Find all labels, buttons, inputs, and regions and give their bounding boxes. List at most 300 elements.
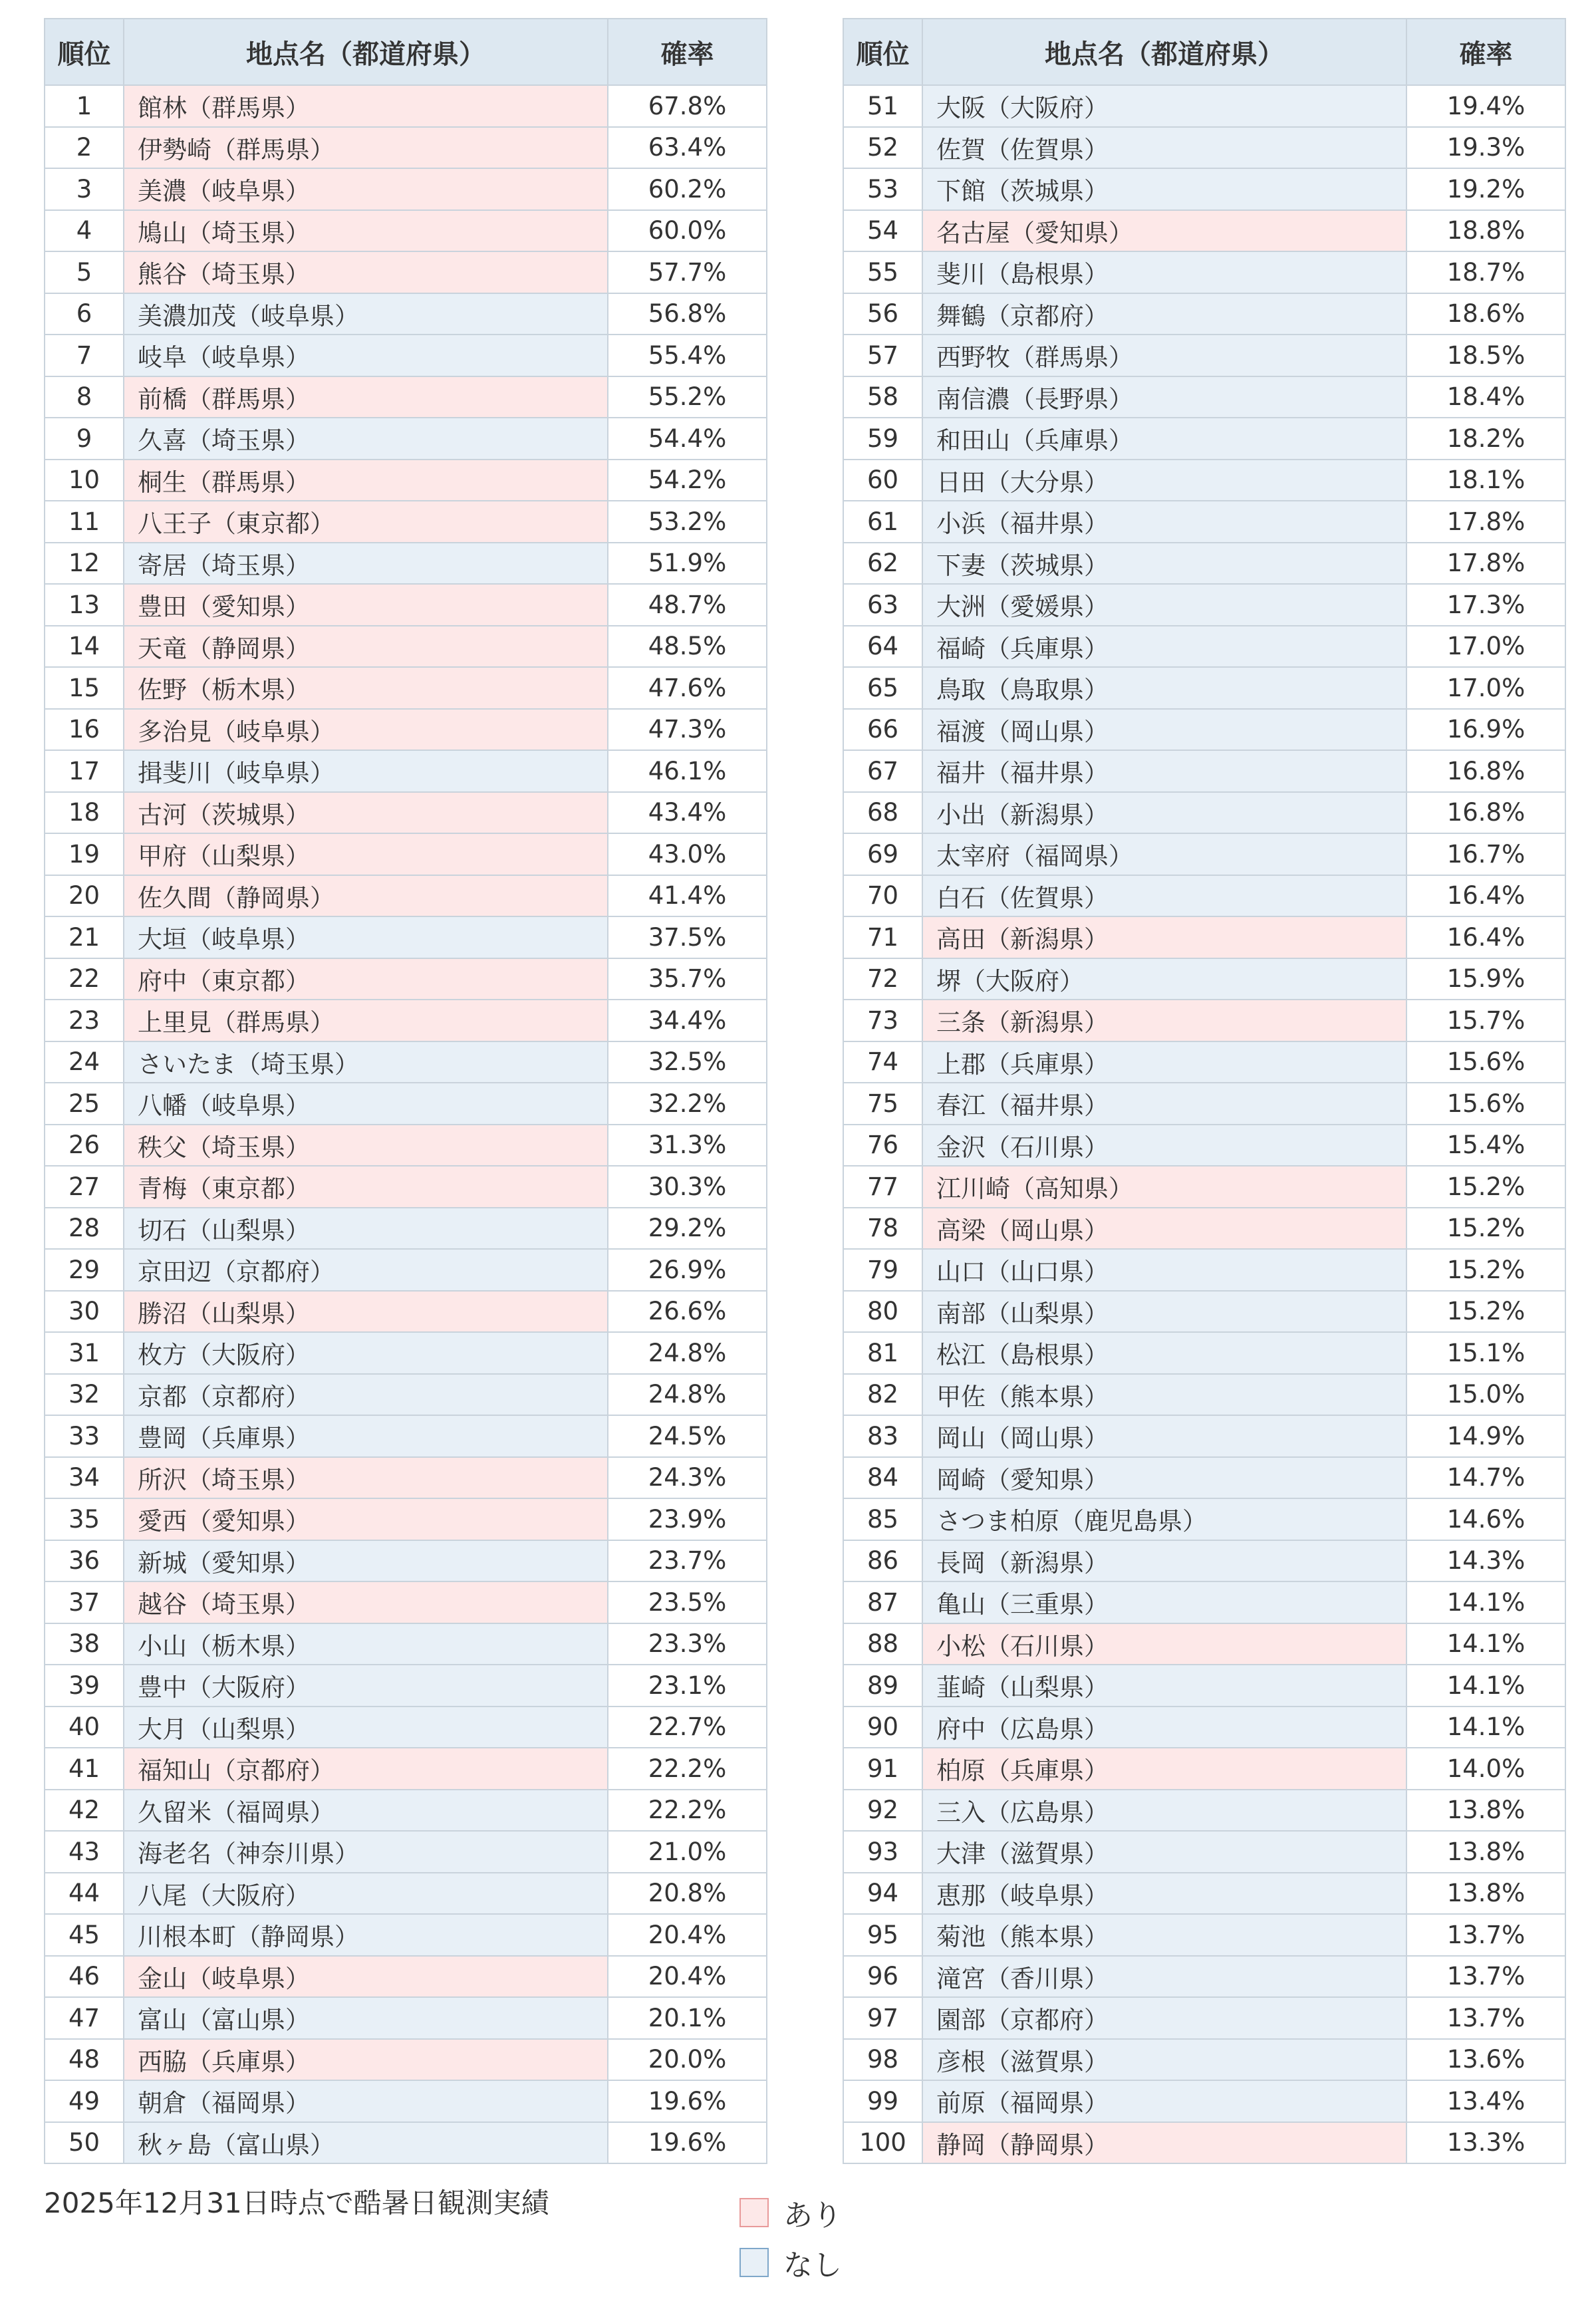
table-row	[45, 750, 767, 792]
table-row	[45, 460, 767, 501]
probability-cell: 24.3%	[608, 1457, 767, 1499]
rank-cell: 25	[45, 1083, 124, 1125]
location-cell: 西脇（兵庫県）	[124, 2039, 608, 2081]
probability-cell: 18.2%	[1406, 418, 1565, 460]
rank-cell: 69	[843, 833, 922, 875]
probability-cell: 55.4%	[608, 335, 767, 376]
probability-cell: 41.4%	[608, 875, 767, 917]
probability-cell: 13.8%	[1406, 1831, 1565, 1873]
location-cell: 大津（滋賀県）	[922, 1831, 1406, 1873]
location-cell: 八尾（大阪府）	[124, 1873, 608, 1915]
rank-cell: 16	[45, 709, 124, 751]
table-row	[843, 1041, 1565, 1083]
probability-cell: 13.4%	[1406, 2080, 1565, 2122]
probability-cell: 18.7%	[1406, 251, 1565, 293]
location-cell: 大月（山梨県）	[124, 1707, 608, 1748]
rank-cell: 95	[843, 1914, 922, 1956]
table-row	[45, 1374, 767, 1416]
table-row	[45, 127, 767, 169]
rank-cell: 15	[45, 667, 124, 709]
rank-cell: 86	[843, 1540, 922, 1582]
probability-cell: 15.4%	[1406, 1125, 1565, 1166]
location-cell: 八幡（岐阜県）	[124, 1083, 608, 1125]
probability-cell: 22.7%	[608, 1707, 767, 1748]
table-row	[45, 1707, 767, 1748]
location-cell: 秋ヶ島（富山県）	[124, 2122, 608, 2164]
rank-cell: 20	[45, 875, 124, 917]
rank-cell: 60	[843, 460, 922, 501]
table-row	[843, 85, 1565, 127]
table-row	[45, 667, 767, 709]
legend-item-ari	[739, 2191, 842, 2234]
rank-cell: 47	[45, 1997, 124, 2039]
probability-cell: 60.0%	[608, 210, 767, 252]
table-row	[45, 1831, 767, 1873]
table-row	[843, 1665, 1565, 1707]
rank-cell: 98	[843, 2039, 922, 2081]
table-row	[843, 1166, 1565, 1208]
ranking-table-right	[843, 18, 1566, 2164]
probability-cell: 30.3%	[608, 1166, 767, 1208]
table-row	[843, 1374, 1565, 1416]
table-row	[45, 1997, 767, 2039]
rank-cell: 12	[45, 543, 124, 585]
location-cell: 名古屋（愛知県）	[922, 210, 1406, 252]
rank-cell: 92	[843, 1790, 922, 1832]
table-row	[843, 1415, 1565, 1457]
table-row	[45, 958, 767, 1000]
rank-cell: 40	[45, 1707, 124, 1748]
probability-cell: 20.4%	[608, 1956, 767, 1998]
table-row	[843, 293, 1565, 335]
location-cell: さいたま（埼玉県）	[124, 1041, 608, 1083]
table-row	[45, 916, 767, 958]
probability-cell: 23.1%	[608, 1665, 767, 1707]
probability-cell: 13.7%	[1406, 1914, 1565, 1956]
rank-cell: 28	[45, 1208, 124, 1250]
table-row	[843, 460, 1565, 501]
rank-cell: 70	[843, 875, 922, 917]
probability-cell: 15.1%	[1406, 1332, 1565, 1374]
table-row	[843, 792, 1565, 834]
location-cell: 天竜（静岡県）	[124, 626, 608, 668]
table-row	[843, 543, 1565, 585]
table-row	[45, 709, 767, 751]
location-cell: 府中（東京都）	[124, 958, 608, 1000]
probability-cell: 67.8%	[608, 85, 767, 127]
rank-cell: 53	[843, 168, 922, 210]
location-cell: 豊田（愛知県）	[124, 584, 608, 626]
rank-cell: 84	[843, 1457, 922, 1499]
probability-cell: 15.2%	[1406, 1166, 1565, 1208]
table-row	[45, 1623, 767, 1665]
location-cell: 岡山（岡山県）	[922, 1415, 1406, 1457]
table-row	[843, 1790, 1565, 1832]
rank-cell: 42	[45, 1790, 124, 1832]
location-cell: 豊中（大阪府）	[124, 1665, 608, 1707]
legend-swatch-ari	[739, 2198, 769, 2227]
legend-label-nashi: なし	[783, 2249, 842, 2282]
rank-cell: 23	[45, 1000, 124, 1041]
table-row	[843, 1581, 1565, 1623]
table-header-row	[843, 19, 1565, 85]
probability-cell: 21.0%	[608, 1831, 767, 1873]
location-cell: 秩父（埼玉県）	[124, 1125, 608, 1166]
location-cell: 彦根（滋賀県）	[922, 2039, 1406, 2081]
table-row	[45, 792, 767, 834]
table-row	[45, 1000, 767, 1041]
table-row	[843, 2080, 1565, 2122]
location-cell: 太宰府（福岡県）	[922, 833, 1406, 875]
location-cell: 小出（新潟県）	[922, 792, 1406, 834]
table-row	[45, 833, 767, 875]
rank-cell: 97	[843, 1997, 922, 2039]
legend-item-nashi	[739, 2241, 842, 2284]
probability-cell: 43.4%	[608, 792, 767, 834]
rank-cell: 99	[843, 2080, 922, 2122]
probability-cell: 18.5%	[1406, 335, 1565, 376]
probability-cell: 34.4%	[608, 1000, 767, 1041]
probability-cell: 29.2%	[608, 1208, 767, 1250]
location-cell: 福井（福井県）	[922, 750, 1406, 792]
table-row	[45, 376, 767, 418]
table-row	[843, 2122, 1565, 2164]
table-row	[843, 1291, 1565, 1333]
rank-cell: 54	[843, 210, 922, 252]
location-cell: 揖斐川（岐阜県）	[124, 750, 608, 792]
table-row	[843, 1623, 1565, 1665]
table-row	[843, 418, 1565, 460]
probability-cell: 23.5%	[608, 1581, 767, 1623]
probability-cell: 15.2%	[1406, 1291, 1565, 1333]
table-row	[45, 1166, 767, 1208]
probability-cell: 15.6%	[1406, 1083, 1565, 1125]
location-cell: 越谷（埼玉県）	[124, 1581, 608, 1623]
rank-cell: 64	[843, 626, 922, 668]
table-row	[45, 335, 767, 376]
location-cell: 甲府（山梨県）	[124, 833, 608, 875]
rank-cell: 44	[45, 1873, 124, 1915]
table-row	[45, 543, 767, 585]
header-name: 地点名（都道府県）	[124, 19, 608, 85]
rank-cell: 43	[45, 1831, 124, 1873]
location-cell: 白石（佐賀県）	[922, 875, 1406, 917]
table-row	[45, 626, 767, 668]
rank-cell: 80	[843, 1291, 922, 1333]
probability-cell: 16.4%	[1406, 875, 1565, 917]
location-cell: 佐賀（佐賀県）	[922, 127, 1406, 169]
rank-cell: 61	[843, 501, 922, 543]
table-row	[843, 875, 1565, 917]
rank-cell: 13	[45, 584, 124, 626]
rank-cell: 36	[45, 1540, 124, 1582]
probability-cell: 46.1%	[608, 750, 767, 792]
location-cell: 高田（新潟県）	[922, 916, 1406, 958]
table-row	[843, 1457, 1565, 1499]
location-cell: 静岡（静岡県）	[922, 2122, 1406, 2164]
probability-cell: 20.4%	[608, 1914, 767, 1956]
probability-cell: 20.8%	[608, 1873, 767, 1915]
rank-cell: 55	[843, 251, 922, 293]
rank-cell: 35	[45, 1498, 124, 1540]
rank-cell: 7	[45, 335, 124, 376]
table-row	[843, 1540, 1565, 1582]
probability-cell: 17.0%	[1406, 626, 1565, 668]
rank-cell: 62	[843, 543, 922, 585]
table-row	[45, 1332, 767, 1374]
rank-cell: 71	[843, 916, 922, 958]
location-cell: 久留米（福岡県）	[124, 1790, 608, 1832]
location-cell: 切石（山梨県）	[124, 1208, 608, 1250]
probability-cell: 23.9%	[608, 1498, 767, 1540]
rank-cell: 3	[45, 168, 124, 210]
location-cell: 美濃（岐阜県）	[124, 168, 608, 210]
table-row	[45, 584, 767, 626]
rank-cell: 76	[843, 1125, 922, 1166]
probability-cell: 17.0%	[1406, 667, 1565, 709]
table-row	[843, 127, 1565, 169]
rank-cell: 96	[843, 1956, 922, 1998]
rank-cell: 91	[843, 1748, 922, 1790]
rank-cell: 8	[45, 376, 124, 418]
rank-cell: 77	[843, 1166, 922, 1208]
location-cell: 園部（京都府）	[922, 1997, 1406, 2039]
probability-cell: 14.0%	[1406, 1748, 1565, 1790]
rank-cell: 93	[843, 1831, 922, 1873]
table-row	[843, 1208, 1565, 1250]
location-cell: 岐阜（岐阜県）	[124, 335, 608, 376]
location-cell: 上里見（群馬県）	[124, 1000, 608, 1041]
table-row	[45, 1083, 767, 1125]
table-row	[45, 1914, 767, 1956]
rank-cell: 57	[843, 335, 922, 376]
table-row	[843, 251, 1565, 293]
table-row	[843, 1914, 1565, 1956]
location-cell: 江川崎（高知県）	[922, 1166, 1406, 1208]
table-row	[843, 1332, 1565, 1374]
location-cell: 甲佐（熊本県）	[922, 1374, 1406, 1416]
location-cell: 海老名（神奈川県）	[124, 1831, 608, 1873]
rank-cell: 67	[843, 750, 922, 792]
location-cell: 京都（京都府）	[124, 1374, 608, 1416]
rank-cell: 32	[45, 1374, 124, 1416]
rank-cell: 1	[45, 85, 124, 127]
table-row	[45, 418, 767, 460]
probability-cell: 13.7%	[1406, 1956, 1565, 1998]
probability-cell: 18.4%	[1406, 376, 1565, 418]
table-row	[45, 1748, 767, 1790]
table-row	[45, 875, 767, 917]
header-rank: 順位	[45, 19, 124, 85]
rank-cell: 85	[843, 1498, 922, 1540]
location-cell: 新城（愛知県）	[124, 1540, 608, 1582]
rank-cell: 10	[45, 460, 124, 501]
rank-cell: 81	[843, 1332, 922, 1374]
probability-cell: 19.4%	[1406, 85, 1565, 127]
table-row	[45, 210, 767, 252]
table-row	[843, 501, 1565, 543]
probability-cell: 20.0%	[608, 2039, 767, 2081]
header-rank: 順位	[843, 19, 922, 85]
location-cell: 長岡（新潟県）	[922, 1540, 1406, 1582]
probability-cell: 23.7%	[608, 1540, 767, 1582]
table-row	[45, 251, 767, 293]
probability-cell: 16.9%	[1406, 709, 1565, 751]
location-cell: 府中（広島県）	[922, 1707, 1406, 1748]
probability-cell: 18.8%	[1406, 210, 1565, 252]
location-cell: 日田（大分県）	[922, 460, 1406, 501]
rank-cell: 73	[843, 1000, 922, 1041]
rank-cell: 52	[843, 127, 922, 169]
table-row	[843, 1873, 1565, 1915]
rank-cell: 18	[45, 792, 124, 834]
location-cell: 多治見（岐阜県）	[124, 709, 608, 751]
location-cell: 豊岡（兵庫県）	[124, 1415, 608, 1457]
probability-cell: 26.9%	[608, 1249, 767, 1291]
table-row	[843, 376, 1565, 418]
table-row	[843, 1997, 1565, 2039]
rank-cell: 94	[843, 1873, 922, 1915]
probability-cell: 37.5%	[608, 916, 767, 958]
probability-cell: 13.6%	[1406, 2039, 1565, 2081]
probability-cell: 43.0%	[608, 833, 767, 875]
location-cell: 岡崎（愛知県）	[922, 1457, 1406, 1499]
probability-cell: 22.2%	[608, 1790, 767, 1832]
rank-cell: 89	[843, 1665, 922, 1707]
location-cell: 大垣（岐阜県）	[124, 916, 608, 958]
location-cell: 和田山（兵庫県）	[922, 418, 1406, 460]
rank-cell: 33	[45, 1415, 124, 1457]
location-cell: 寄居（埼玉県）	[124, 543, 608, 585]
probability-cell: 17.8%	[1406, 543, 1565, 585]
location-cell: 金沢（石川県）	[922, 1125, 1406, 1166]
table-row	[45, 2080, 767, 2122]
location-cell: 館林（群馬県）	[124, 85, 608, 127]
probability-cell: 14.1%	[1406, 1623, 1565, 1665]
rank-cell: 48	[45, 2039, 124, 2081]
rank-cell: 50	[45, 2122, 124, 2164]
table-row	[843, 1249, 1565, 1291]
probability-cell: 14.9%	[1406, 1415, 1565, 1457]
probability-cell: 23.3%	[608, 1623, 767, 1665]
probability-cell: 60.2%	[608, 168, 767, 210]
table-row	[843, 1125, 1565, 1166]
probability-cell: 16.4%	[1406, 916, 1565, 958]
rank-cell: 45	[45, 1914, 124, 1956]
location-cell: 滝宮（香川県）	[922, 1956, 1406, 1998]
table-row	[45, 501, 767, 543]
rank-cell: 17	[45, 750, 124, 792]
table-row	[843, 1707, 1565, 1748]
rank-cell: 75	[843, 1083, 922, 1125]
rank-cell: 72	[843, 958, 922, 1000]
location-cell: 伊勢崎（群馬県）	[124, 127, 608, 169]
ranking-table-left	[44, 18, 767, 2164]
rank-cell: 6	[45, 293, 124, 335]
rank-cell: 29	[45, 1249, 124, 1291]
probability-cell: 32.2%	[608, 1083, 767, 1125]
location-cell: 三入（広島県）	[922, 1790, 1406, 1832]
probability-cell: 16.7%	[1406, 833, 1565, 875]
location-cell: 青梅（東京都）	[124, 1166, 608, 1208]
probability-cell: 53.2%	[608, 501, 767, 543]
location-cell: 福渡（岡山県）	[922, 709, 1406, 751]
header-prob: 確率	[608, 19, 767, 85]
probability-cell: 16.8%	[1406, 792, 1565, 834]
rank-cell: 46	[45, 1956, 124, 1998]
rank-cell: 26	[45, 1125, 124, 1166]
rank-cell: 49	[45, 2080, 124, 2122]
rank-cell: 34	[45, 1457, 124, 1499]
probability-cell: 55.2%	[608, 376, 767, 418]
rank-cell: 59	[843, 418, 922, 460]
rank-cell: 68	[843, 792, 922, 834]
rank-cell: 30	[45, 1291, 124, 1333]
probability-cell: 56.8%	[608, 293, 767, 335]
location-cell: 佐久間（静岡県）	[124, 875, 608, 917]
table-body-right	[843, 85, 1565, 2163]
table-row	[843, 1748, 1565, 1790]
table-row	[843, 833, 1565, 875]
rank-cell: 19	[45, 833, 124, 875]
location-cell: 松江（島根県）	[922, 1332, 1406, 1374]
probability-cell: 19.6%	[608, 2080, 767, 2122]
location-cell: 上郡（兵庫県）	[922, 1041, 1406, 1083]
table-row	[45, 85, 767, 127]
table-row	[843, 1498, 1565, 1540]
table-row	[45, 293, 767, 335]
header-prob: 確率	[1406, 19, 1565, 85]
table-row	[843, 1083, 1565, 1125]
probability-cell: 14.6%	[1406, 1498, 1565, 1540]
location-cell: 下妻（茨城県）	[922, 543, 1406, 585]
probability-cell: 13.8%	[1406, 1790, 1565, 1832]
table-row	[45, 1665, 767, 1707]
location-cell: 韮崎（山梨県）	[922, 1665, 1406, 1707]
table-row	[45, 2039, 767, 2081]
location-cell: 熊谷（埼玉県）	[124, 251, 608, 293]
rank-cell: 22	[45, 958, 124, 1000]
probability-cell: 17.8%	[1406, 501, 1565, 543]
probability-cell: 24.8%	[608, 1374, 767, 1416]
rank-cell: 21	[45, 916, 124, 958]
rank-cell: 100	[843, 2122, 922, 2164]
rank-cell: 4	[45, 210, 124, 252]
location-cell: 亀山（三重県）	[922, 1581, 1406, 1623]
rank-cell: 78	[843, 1208, 922, 1250]
table-row	[843, 916, 1565, 958]
table-row	[45, 1956, 767, 1998]
probability-cell: 15.0%	[1406, 1374, 1565, 1416]
probability-cell: 15.9%	[1406, 958, 1565, 1000]
rank-cell: 11	[45, 501, 124, 543]
location-cell: 富山（富山県）	[124, 1997, 608, 2039]
rank-cell: 9	[45, 418, 124, 460]
probability-cell: 15.6%	[1406, 1041, 1565, 1083]
table-row	[843, 1000, 1565, 1041]
probability-cell: 13.7%	[1406, 1997, 1565, 2039]
location-cell: 前橋（群馬県）	[124, 376, 608, 418]
location-cell: 斐川（島根県）	[922, 251, 1406, 293]
rank-cell: 74	[843, 1041, 922, 1083]
probability-cell: 18.1%	[1406, 460, 1565, 501]
location-cell: 春江（福井県）	[922, 1083, 1406, 1125]
location-cell: 小浜（福井県）	[922, 501, 1406, 543]
table-row	[45, 1581, 767, 1623]
table-row	[45, 2122, 767, 2164]
probability-cell: 47.3%	[608, 709, 767, 751]
table-row	[843, 667, 1565, 709]
